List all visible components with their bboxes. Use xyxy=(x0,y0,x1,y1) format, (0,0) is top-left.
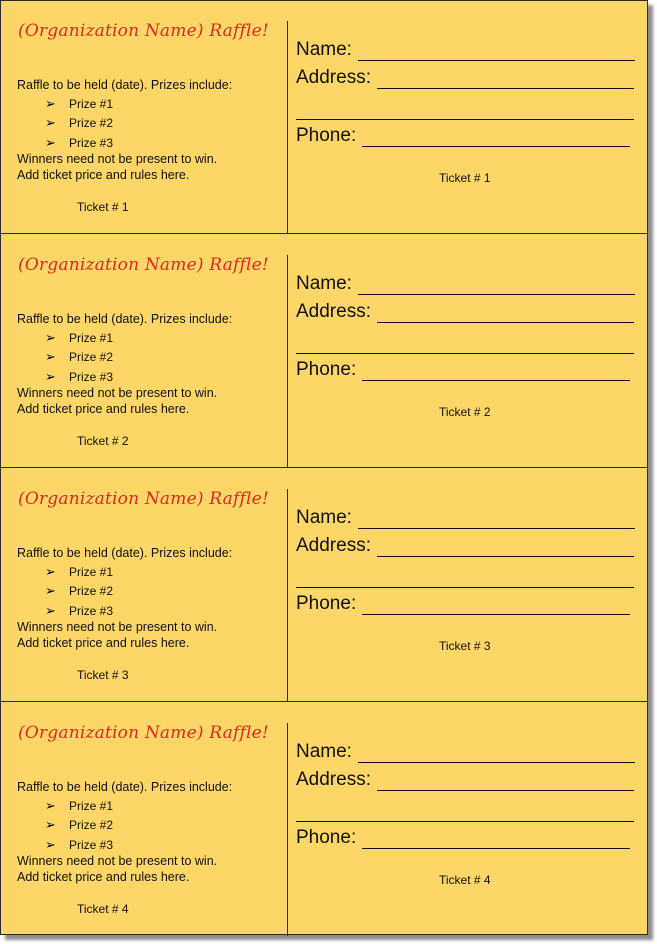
name-line[interactable] xyxy=(358,275,635,295)
name-line[interactable] xyxy=(358,509,635,529)
stub-ticket-number: Ticket # 1 xyxy=(77,200,129,214)
ticket-stub xyxy=(1,703,287,936)
prize-label: Prize #3 xyxy=(69,369,114,384)
rules-line: Winners need not be present to win. xyxy=(17,854,218,868)
name-field[interactable] xyxy=(296,39,635,61)
body-ticket-number: Ticket # 4 xyxy=(439,873,491,887)
arrow-bullet-icon: ➢ xyxy=(45,368,56,384)
arrow-bullet-icon: ➢ xyxy=(45,349,56,365)
raffle-ticket-4 xyxy=(1,703,647,936)
phone-label: Phone: xyxy=(296,593,357,614)
prize-list xyxy=(45,562,113,621)
prize-item xyxy=(45,114,113,134)
raffle-ticket-2 xyxy=(1,235,647,468)
raffle-ticket-3 xyxy=(1,469,647,702)
arrow-bullet-icon: ➢ xyxy=(45,115,56,131)
ticket-body xyxy=(288,1,647,233)
prize-label: Prize #3 xyxy=(69,837,114,852)
rules-line: Add ticket price and rules here. xyxy=(17,168,190,182)
raffle-title: (Organization Name) Raffle! xyxy=(18,255,269,275)
address-label: Address: xyxy=(296,769,371,790)
ticket-stub xyxy=(1,1,287,233)
phone-field[interactable] xyxy=(296,593,630,615)
raffle-title: (Organization Name) Raffle! xyxy=(18,489,269,509)
name-label: Name: xyxy=(296,39,352,60)
arrow-bullet-icon: ➢ xyxy=(45,563,56,579)
phone-field[interactable] xyxy=(296,125,630,147)
name-field[interactable] xyxy=(296,273,635,295)
prize-item xyxy=(45,835,113,855)
rules-line: Winners need not be present to win. xyxy=(17,620,218,634)
arrow-bullet-icon: ➢ xyxy=(45,797,56,813)
address-label: Address: xyxy=(296,67,371,88)
arrow-bullet-icon: ➢ xyxy=(45,583,56,599)
raffle-intro: Raffle to be held (date). Prizes include: xyxy=(17,780,233,794)
address-field[interactable] xyxy=(296,769,634,791)
ticket-body xyxy=(288,235,647,467)
body-ticket-number: Ticket # 2 xyxy=(439,405,491,419)
address-line-2[interactable] xyxy=(296,119,634,120)
prize-item xyxy=(45,328,113,348)
phone-label: Phone: xyxy=(296,125,357,146)
phone-line[interactable] xyxy=(362,361,630,381)
phone-line[interactable] xyxy=(362,595,630,615)
rules-line: Add ticket price and rules here. xyxy=(17,870,190,884)
name-line[interactable] xyxy=(358,743,635,763)
address-line[interactable] xyxy=(377,537,634,557)
raffle-intro: Raffle to be held (date). Prizes include: xyxy=(17,312,233,326)
name-label: Name: xyxy=(296,507,352,528)
rules-line: Add ticket price and rules here. xyxy=(17,402,190,416)
stub-ticket-number: Ticket # 4 xyxy=(77,902,129,916)
phone-field[interactable] xyxy=(296,359,630,381)
body-ticket-number: Ticket # 3 xyxy=(439,639,491,653)
address-line-2[interactable] xyxy=(296,821,634,822)
prize-item xyxy=(45,348,113,368)
prize-item xyxy=(45,582,113,602)
raffle-rules xyxy=(17,385,217,417)
prize-item xyxy=(45,796,113,816)
rules-line: Winners need not be present to win. xyxy=(17,152,218,166)
rules-line: Add ticket price and rules here. xyxy=(17,636,190,650)
phone-field[interactable] xyxy=(296,827,630,849)
raffle-rules xyxy=(17,151,217,183)
arrow-bullet-icon: ➢ xyxy=(45,134,56,150)
address-line[interactable] xyxy=(377,303,634,323)
prize-label: Prize #1 xyxy=(69,798,114,813)
phone-label: Phone: xyxy=(296,359,357,380)
prize-list xyxy=(45,94,113,153)
raffle-rules xyxy=(17,619,217,651)
name-label: Name: xyxy=(296,273,352,294)
prize-label: Prize #1 xyxy=(69,96,114,111)
ticket-stub xyxy=(1,235,287,467)
address-field[interactable] xyxy=(296,301,634,323)
address-line-2[interactable] xyxy=(296,353,634,354)
raffle-title: (Organization Name) Raffle! xyxy=(18,21,269,41)
prize-label: Prize #2 xyxy=(69,584,114,599)
raffle-title: (Organization Name) Raffle! xyxy=(18,723,269,743)
rules-line: Winners need not be present to win. xyxy=(17,386,218,400)
raffle-ticket-1 xyxy=(1,1,647,234)
address-label: Address: xyxy=(296,301,371,322)
address-field[interactable] xyxy=(296,535,634,557)
stub-ticket-number: Ticket # 3 xyxy=(77,668,129,682)
prize-item xyxy=(45,816,113,836)
prize-item xyxy=(45,601,113,621)
raffle-intro: Raffle to be held (date). Prizes include: xyxy=(17,78,233,92)
prize-list xyxy=(45,796,113,855)
address-line-2[interactable] xyxy=(296,587,634,588)
prize-label: Prize #1 xyxy=(69,330,114,345)
ticket-body xyxy=(288,469,647,701)
name-field[interactable] xyxy=(296,507,635,529)
arrow-bullet-icon: ➢ xyxy=(45,602,56,618)
prize-item xyxy=(45,367,113,387)
arrow-bullet-icon: ➢ xyxy=(45,817,56,833)
prize-list xyxy=(45,328,113,387)
prize-label: Prize #3 xyxy=(69,603,114,618)
raffle-intro: Raffle to be held (date). Prizes include: xyxy=(17,546,233,560)
prize-label: Prize #1 xyxy=(69,564,114,579)
name-label: Name: xyxy=(296,741,352,762)
prize-label: Prize #3 xyxy=(69,135,114,150)
address-line[interactable] xyxy=(377,771,634,791)
prize-item xyxy=(45,562,113,582)
address-field[interactable] xyxy=(296,67,634,89)
phone-label: Phone: xyxy=(296,827,357,848)
name-line[interactable] xyxy=(358,41,635,61)
body-ticket-number: Ticket # 1 xyxy=(439,171,491,185)
prize-label: Prize #2 xyxy=(69,818,114,833)
prize-label: Prize #2 xyxy=(69,116,114,131)
phone-line[interactable] xyxy=(362,829,630,849)
arrow-bullet-icon: ➢ xyxy=(45,329,56,345)
arrow-bullet-icon: ➢ xyxy=(45,836,56,852)
name-field[interactable] xyxy=(296,741,635,763)
address-label: Address: xyxy=(296,535,371,556)
phone-line[interactable] xyxy=(362,127,630,147)
address-line[interactable] xyxy=(377,69,634,89)
prize-item xyxy=(45,94,113,114)
stub-ticket-number: Ticket # 2 xyxy=(77,434,129,448)
prize-label: Prize #2 xyxy=(69,350,114,365)
prize-item xyxy=(45,133,113,153)
ticket-body xyxy=(288,703,647,936)
ticket-stub xyxy=(1,469,287,701)
raffle-rules xyxy=(17,853,217,885)
arrow-bullet-icon: ➢ xyxy=(45,95,56,111)
